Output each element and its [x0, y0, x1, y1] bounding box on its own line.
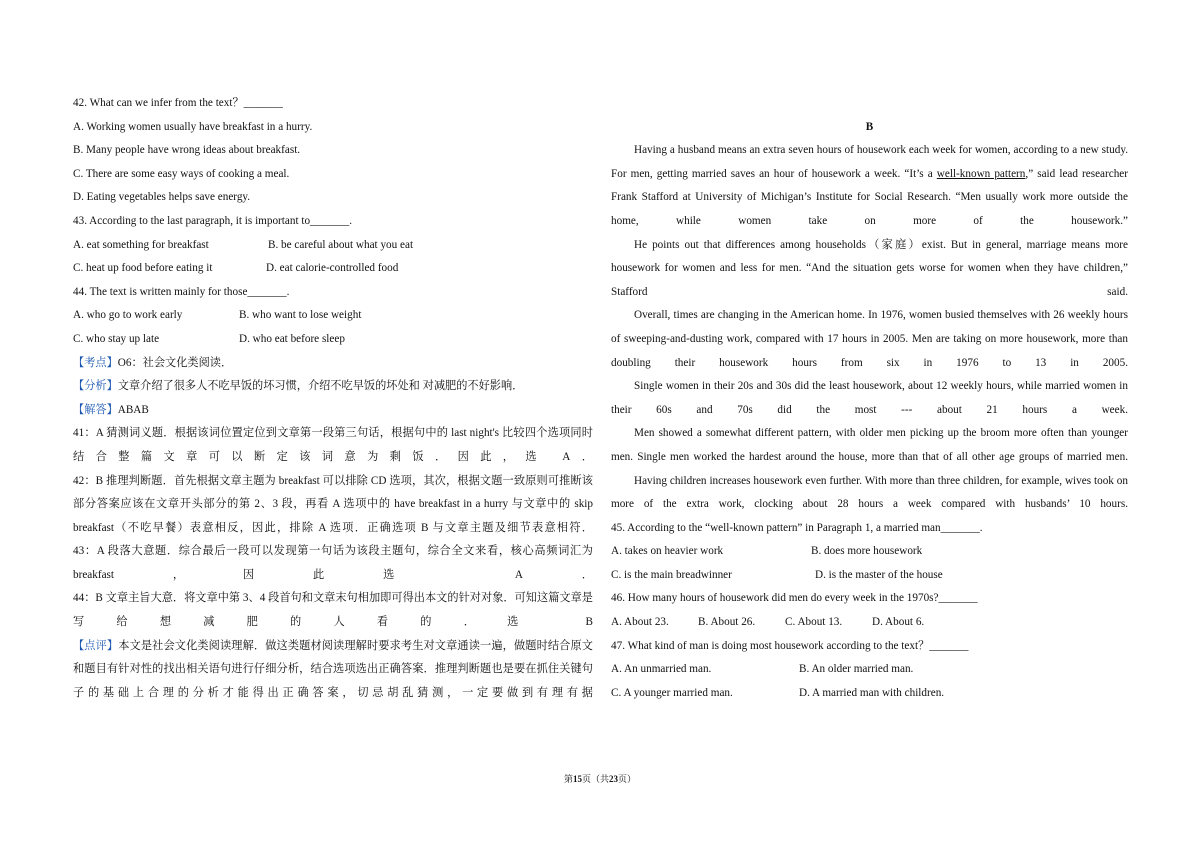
- q46-option-d: D. About 6.: [872, 616, 925, 629]
- jieda-text: ABAB: [117, 403, 149, 416]
- kaodian-line: [73, 352, 593, 376]
- q44-option-d: D. who eat before sleep: [239, 332, 345, 345]
- q42-option-c: C. There are some easy ways of cooking a meal.: [73, 167, 290, 180]
- q44-option-a: A. who go to work early: [73, 309, 183, 322]
- q47-options-row-1: [611, 658, 1128, 682]
- q43-options-row-1: [73, 234, 593, 258]
- q46-option-a: A. About 23.: [611, 616, 669, 629]
- jieda-line: [73, 399, 593, 423]
- footer-suffix: 页）: [618, 774, 637, 784]
- fenxi-line: [73, 375, 593, 399]
- left-column: [73, 92, 593, 705]
- dianping-block: [73, 635, 593, 706]
- q45-option-c: C. is the main breadwinner: [611, 568, 732, 581]
- question-44: 44. The text is written mainly for those_______.: [73, 285, 290, 298]
- q44-options-row-1: [73, 304, 593, 328]
- q43-option-b: B. be careful about what you eat: [268, 238, 414, 251]
- dianping-label: 【点评】: [73, 639, 119, 652]
- answer-43-explanation: 43：A 段落大意题．综合最后一段可以发现第一句话为该段主题句，综合全文来看，核心高频词汇为 breakfast，因此选 A．: [73, 545, 593, 581]
- q46-options-row: [611, 611, 1128, 635]
- q45-options-row-1: [611, 540, 1128, 564]
- fenxi-text: 文章介绍了很多人不吃早饭的坏习惯，介绍不吃早饭的坏处和 对减肥的不好影响．: [117, 380, 524, 393]
- paragraph-6: Having children increases housework even further. With more than three children, for example, wives took on more of the extra work, clocking about 28 hours a week compared with husbands’ 10 hours.: [611, 474, 1128, 511]
- q43-option-d: D. eat calorie-controlled food: [266, 262, 399, 275]
- paragraph-5: Men showed a somewhat different pattern, with older men picking up the broom more often than younger men. Single men worked the hardest around the house, more than that of all other age groups of married men.: [611, 427, 1128, 463]
- footer-total-pages: 23: [609, 774, 618, 784]
- q47-options-row-2: [611, 682, 1128, 706]
- q46-option-b: B. About 26.: [698, 616, 756, 629]
- question-42: 42. What can we infer from the text？_______: [73, 97, 283, 109]
- q42-option-a: A. Working women usually have breakfast in a hurry.: [73, 120, 313, 133]
- question-46: 46. How many hours of housework did men do every week in the 1970s?_______: [611, 592, 978, 605]
- paragraph-3: Overall, times are changing in the American home. In 1976, women busied themselves with 26 weekly hours of sweeping-and-dusting work, compared with 17 hours in 2005. Men are taking on more housework, more than doubling their housework hours from six in 1976 to 13 in 2005.: [611, 309, 1128, 369]
- question-47: 47. What kind of man is doing most housework according to the text？_______: [611, 639, 969, 652]
- fenxi-label: 【分析】: [73, 380, 118, 393]
- q45-option-b: B. does more housework: [811, 545, 923, 558]
- question-45: 45. According to the “well-known pattern” in Paragraph 1, a married man_______.: [611, 521, 983, 534]
- q47-option-b: B. An older married man.: [799, 663, 914, 676]
- answer-41-explanation: 41：A 猜测词义题．根据该词位置定位到文章第一段第三句话，根据句中的 last night's 比较四个选项同时结合整篇文章可以断定该词意为剩饭．因此，选 A．: [73, 427, 593, 463]
- paragraph-2: He points out that differences among households（家庭）exist. But in general, marriage means more housework for women and less for men. “And the situation gets worse for women when they have children,” Stafford said.: [611, 238, 1128, 298]
- q42-option-b: B. Many people have wrong ideas about breakfast.: [73, 144, 301, 157]
- q44-option-c: C. who stay up late: [73, 332, 160, 345]
- answer-44-explanation: 44：B 文章主旨大意．将文章中第 3、4 段首句和文章末句相加即可得出本文的针对对象．可知这篇文章是写给想减肥的人看的．选 B: [73, 592, 593, 629]
- q42-option-d: D. Eating vegetables helps save energy.: [73, 191, 251, 204]
- q43-option-c: C. heat up food before eating it: [73, 262, 213, 275]
- answer-42-explanation: 42：B 推理判断题．首先根据文章主题为 breakfast 可以排除 CD 选项，其次，根据文题一致原则可推断该部分答案应该在文章开头部分的第 2、3 段，再看 A 选项中的 have breakfast in a hurry 与文章中的 skip breakfast（不吃早餐）表意相反，因此，排除 A 选项．正确选项 B 与文章主题及细节表意相符．: [73, 474, 593, 534]
- paragraph-1-part-a: Having a husband means an extra seven hours of housework each week for women, according to a new study. For men, getting married saves an hour of housework a week. “It’s a: [611, 144, 1128, 180]
- paragraph-1-part-b: ,” said lead researcher Frank Stafford at University of Michigan’s Institute for Social Research. “Men usually work more outside the home, while women take on more of the housework.”: [611, 167, 1128, 227]
- well-known-pattern: well-known pattern: [936, 167, 1026, 180]
- page-footer: [0, 772, 1200, 785]
- jieda-label: 【解答】: [73, 403, 118, 416]
- question-43: 43. According to the last paragraph, it is important to_______.: [73, 214, 353, 227]
- kaodian-label: 【考点】: [73, 356, 118, 369]
- dianping-text: 本文是社会文化类阅读理解．做这类题材阅读理解时要求考生对文章通读一遍，做题时结合原文和题目有针对性的找出相关语句进行仔细分析，结合选项选出正确答案．推理判断题也是要在抓住关键句子的基础上合理的分析才能得出正确答案，切忌胡乱猜测，一定要做到有理有据: [73, 639, 593, 699]
- section-title: B: [865, 120, 874, 133]
- q47-option-c: C. A younger married man.: [611, 686, 733, 699]
- footer-middle: 页（共: [581, 774, 609, 784]
- q43-options-row-2: [73, 257, 593, 281]
- q45-option-d: D. is the master of the house: [815, 568, 943, 581]
- q46-option-c: C. About 13.: [785, 616, 843, 629]
- q47-option-a: A. An unmarried man.: [611, 663, 712, 676]
- q45-option-a: A. takes on heavier work: [611, 545, 724, 558]
- q44-option-b: B. who want to lose weight: [239, 309, 362, 322]
- paragraph-1: [611, 139, 1128, 233]
- footer-prefix: 第: [563, 774, 573, 784]
- q43-option-a: A. eat something for breakfast: [73, 238, 209, 251]
- q45-options-row-2: [611, 564, 1128, 588]
- q47-option-d: D. A married man with children.: [799, 686, 945, 699]
- kaodian-text: O6：社会文化类阅读．: [117, 356, 233, 369]
- footer-page-number: 15: [572, 774, 582, 784]
- paragraph-4: Single women in their 20s and 30s did the least housework, about 12 weekly hours, while married women in their 60s and 70s did the most --- about 21 hours a week.: [611, 380, 1128, 416]
- right-column: [611, 116, 1128, 706]
- q44-options-row-2: [73, 328, 593, 352]
